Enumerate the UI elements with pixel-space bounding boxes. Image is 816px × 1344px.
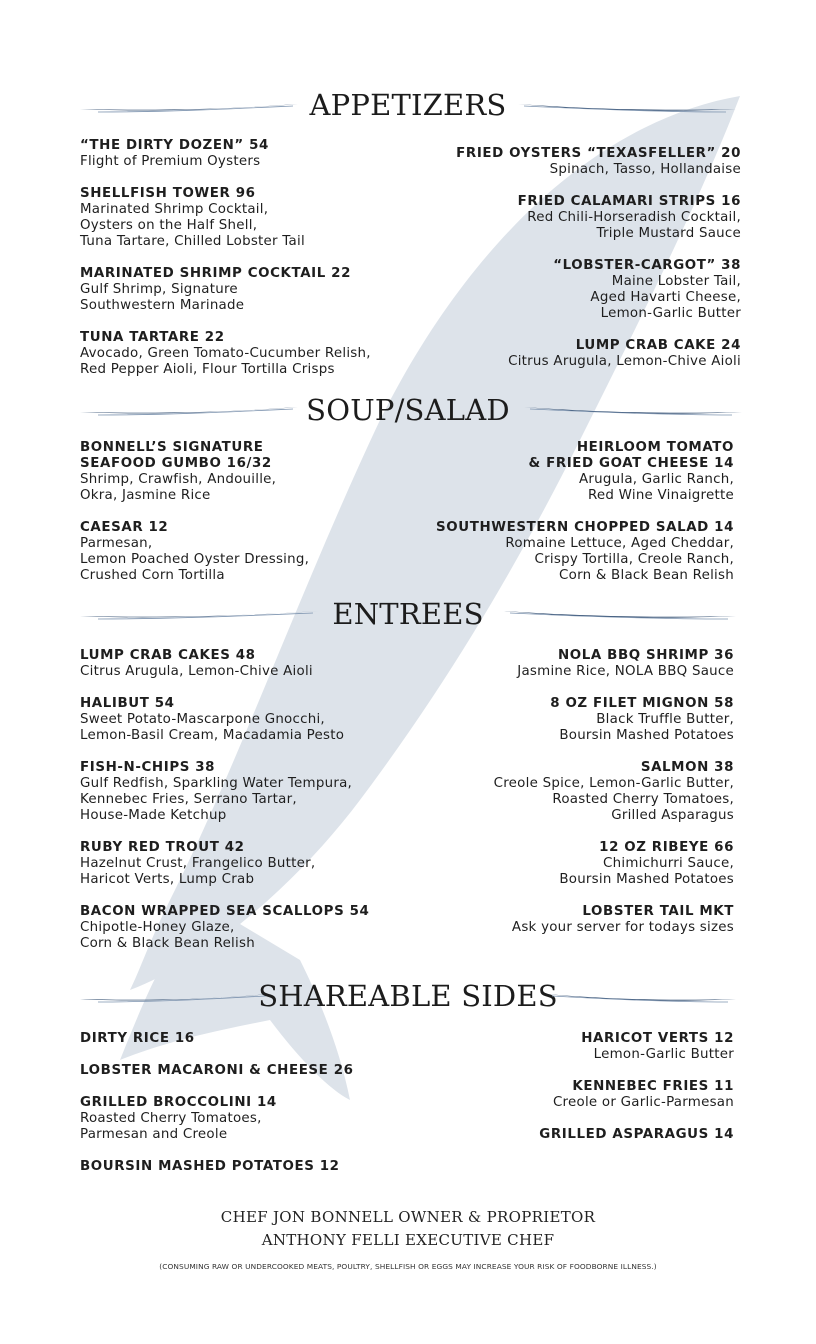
item-desc: Red Chili-Horseradish Cocktail, Triple Mustard Sauce [527, 210, 741, 241]
item-desc: Chipotle-Honey Glaze, Corn & Black Bean Relish [80, 920, 255, 951]
item-name: 8 OZ FILET MIGNON 58 [550, 696, 734, 711]
item-name: SOUTHWESTERN CHOPPED SALAD 14 [436, 520, 734, 535]
item-name: LUMP CRAB CAKES 48 [80, 648, 256, 663]
menu-item [80, 904, 369, 952]
item-name: “THE DIRTY DOZEN” 54 [80, 138, 269, 153]
shareable-sides-heading: SHAREABLE SIDES [258, 979, 558, 1013]
item-desc: Chimichurri Sauce, Boursin Mashed Potatoes [559, 856, 734, 887]
appetizers-heading: APPETIZERS [309, 88, 507, 122]
menu-item [494, 760, 734, 824]
menu-item [436, 520, 734, 584]
item-desc: Shrimp, Crawfish, Andouille, Okra, Jasmine Rice [80, 472, 277, 503]
food-safety-disclaimer: (CONSUMING RAW OR UNDERCOOKED MEATS, POULTRY, SHELLFISH OR EGGS MAY INCREASE YOUR RISK OF FOODBORNE ILLNESS.) [159, 1262, 657, 1271]
item-name: HARICOT VERTS 12 [581, 1031, 734, 1046]
item-name: KENNEBEC FRIES 11 [572, 1079, 734, 1094]
item-desc: Lemon-Garlic Butter [593, 1047, 734, 1062]
item-desc: Flight of Premium Oysters [80, 154, 261, 169]
item-name: CAESAR 12 [80, 520, 169, 535]
item-name: FRIED OYSTERS “TEXASFELLER” 20 [456, 146, 741, 161]
item-name: “LOBSTER-CARGOT” 38 [553, 258, 741, 273]
item-name: BOURSIN MASHED POTATOES 12 [80, 1159, 340, 1174]
item-desc: Gulf Redfish, Sparkling Water Tempura, Kennebec Fries, Serrano Tartar, House-Made Ketchup [80, 776, 353, 823]
menu-item [559, 840, 734, 888]
menu-item [529, 440, 734, 504]
item-name: FRIED CALAMARI STRIPS 16 [517, 194, 741, 209]
menu-item [80, 1095, 277, 1143]
footer-owner: CHEF JON BONNELL OWNER & PROPRIETOR [220, 1208, 596, 1226]
menu-item [80, 696, 344, 744]
item-name: BACON WRAPPED SEA SCALLOPS 54 [80, 904, 370, 919]
item-name: GRILLED BROCCOLINI 14 [80, 1095, 277, 1110]
item-desc: Sweet Potato-Mascarpone Gnocchi, Lemon-Basil Cream, Macadamia Pesto [80, 712, 345, 743]
item-desc: Marinated Shrimp Cocktail, Oysters on the Half Shell, Tuna Tartare, Chilled Lobster Tail [80, 202, 305, 249]
item-name: LOBSTER TAIL MKT [582, 904, 734, 919]
item-desc: Avocado, Green Tomato-Cucumber Relish, Red Pepper Aioli, Flour Tortilla Crisps [80, 346, 371, 377]
menu-item [80, 330, 371, 378]
item-name: LUMP CRAB CAKE 24 [575, 338, 741, 353]
menu-item [512, 904, 734, 936]
entrees-heading: ENTREES [332, 597, 484, 631]
item-desc: Arugula, Garlic Ranch, Red Wine Vinaigrette [578, 472, 734, 503]
menu-item [553, 258, 741, 322]
menu-item [518, 194, 741, 242]
item-desc: Citrus Arugula, Lemon-Chive Aioli [508, 354, 741, 369]
menu-item [80, 1031, 195, 1047]
menu-item [80, 840, 315, 888]
footer-chef: ANTHONY FELLI EXECUTIVE CHEF [261, 1231, 555, 1249]
item-name: MARINATED SHRIMP COCKTAIL 22 [80, 266, 351, 281]
menu-item [80, 266, 351, 314]
swoosh-divider-right-icon [544, 990, 738, 1006]
item-desc: Spinach, Tasso, Hollandaise [549, 162, 741, 177]
menu-item [80, 138, 269, 170]
item-name: SALMON 38 [640, 760, 734, 775]
menu-item [553, 1079, 734, 1111]
menu-item [581, 1031, 734, 1063]
menu-item [80, 1159, 340, 1175]
item-desc: Gulf Shrimp, Signature Southwestern Marinade [80, 282, 245, 313]
item-desc: Jasmine Rice, NOLA BBQ Sauce [517, 664, 734, 679]
item-desc: Hazelnut Crust, Frangelico Butter, Haricot Verts, Lump Crab [80, 856, 316, 887]
menu-item [539, 1127, 734, 1143]
item-name: GRILLED ASPARAGUS 14 [539, 1127, 734, 1142]
item-name: HALIBUT 54 [80, 696, 175, 711]
menu-item [80, 760, 352, 824]
swoosh-divider-right-icon [522, 403, 744, 419]
item-desc: Creole Spice, Lemon-Garlic Butter, Roasted Cherry Tomatoes, Grilled Asparagus [493, 776, 734, 823]
menu-item [456, 146, 741, 178]
swoosh-divider-right-icon [502, 607, 738, 623]
menu-item [80, 440, 276, 504]
item-desc: Ask your server for todays sizes [511, 920, 734, 935]
menu-item [550, 696, 734, 744]
item-desc: Parmesan, Lemon Poached Oyster Dressing, Crushed Corn Tortilla [80, 536, 310, 583]
item-desc: Creole or Garlic-Parmesan [552, 1095, 734, 1110]
menu-item [80, 520, 309, 584]
item-desc: Citrus Arugula, Lemon-Chive Aioli [80, 664, 313, 679]
menu-item [80, 1063, 354, 1079]
item-name: DIRTY RICE 16 [80, 1031, 195, 1046]
item-name: NOLA BBQ SHRIMP 36 [558, 648, 734, 663]
swoosh-divider-right-icon [516, 100, 738, 116]
item-name: RUBY RED TROUT 42 [80, 840, 245, 855]
menu-item [508, 338, 741, 370]
item-desc: Maine Lobster Tail, Aged Havarti Cheese, Lemon-Garlic Butter [590, 274, 741, 321]
item-name: TUNA TARTARE 22 [80, 330, 225, 345]
menu-item [80, 648, 313, 680]
item-name: HEIRLOOM TOMATO & FRIED GOAT CHEESE 14 [528, 440, 734, 471]
menu-item [517, 648, 734, 680]
item-name: LOBSTER MACARONI & CHEESE 26 [80, 1063, 354, 1078]
item-name: SHELLFISH TOWER 96 [80, 186, 256, 201]
item-desc: Black Truffle Butter, Boursin Mashed Potatoes [559, 712, 734, 743]
item-desc: Roasted Cherry Tomatoes, Parmesan and Creole [80, 1111, 262, 1142]
item-name: FISH-N-CHIPS 38 [80, 760, 216, 775]
item-name: 12 OZ RIBEYE 66 [599, 840, 734, 855]
item-name: BONNELL’S SIGNATURE SEAFOOD GUMBO 16/32 [80, 440, 272, 471]
soup-salad-heading: SOUP/SALAD [306, 393, 510, 427]
item-desc: Romaine Lettuce, Aged Cheddar, Crispy Tortilla, Creole Ranch, Corn & Black Bean Relish [505, 536, 734, 583]
menu-item [80, 186, 305, 250]
